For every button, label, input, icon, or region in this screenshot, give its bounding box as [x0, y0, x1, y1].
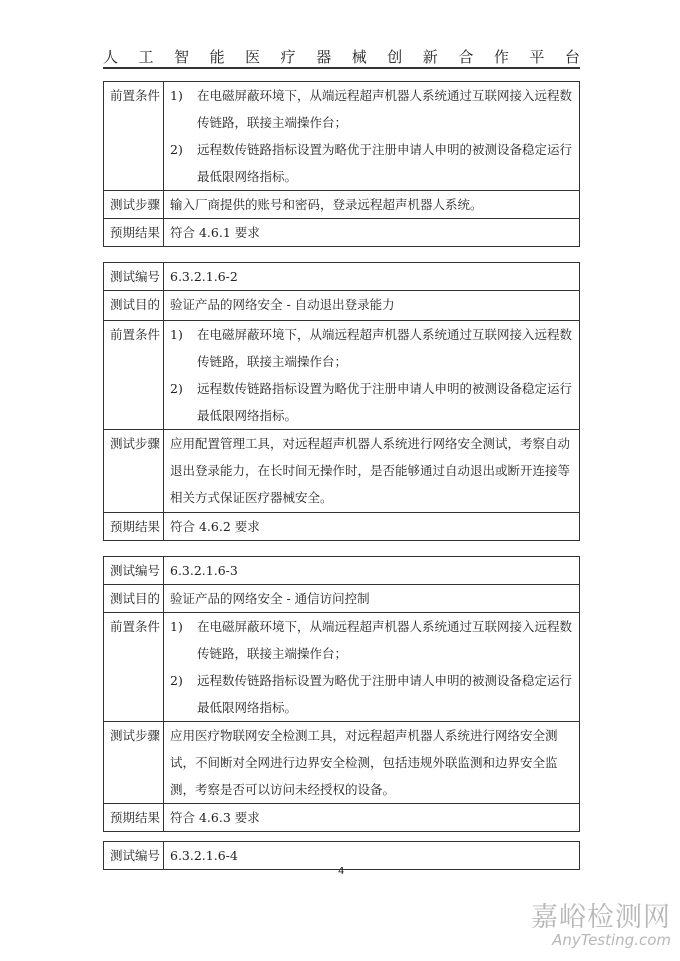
item-text: 在电磁屏蔽环境下，从端远程超声机器人系统通过互联网接入远程数传链路，联接主端操作台；	[197, 88, 573, 130]
header-char: 新	[422, 48, 438, 66]
test-id: 6.3.2.1.6-2	[164, 263, 580, 291]
header-char: 合	[458, 48, 474, 66]
header-rule	[103, 67, 580, 69]
watermark-cn: 嘉峪检测网	[531, 902, 671, 933]
running-header	[103, 46, 580, 67]
watermark-en: AnyTesting.com	[552, 931, 671, 949]
page-number: 4	[338, 866, 345, 877]
label-expected: 预期结果	[104, 513, 164, 541]
label-expected: 预期结果	[104, 219, 164, 247]
steps: 应用配置管理工具，对远程超声机器人系统进行网络安全测试，考察自动退出登录能力，在长时间无操作时，是否能够通过自动退出或断开连接等相关方式保证医疗器械安全。	[164, 430, 580, 513]
header-char: 械	[351, 48, 367, 66]
test-id: 6.3.2.1.6-4	[164, 842, 580, 870]
purpose: 验证产品的网络安全 - 通信访问控制	[164, 585, 580, 613]
purpose: 验证产品的网络安全 - 自动退出登录能力	[164, 291, 580, 321]
header-char: 医	[245, 48, 261, 66]
header-char: 智	[174, 48, 190, 66]
label-id: 测试编号	[104, 842, 164, 870]
item-text: 在电磁屏蔽环境下，从端远程超声机器人系统通过互联网接入远程数传链路，联接主端操作台；	[197, 327, 573, 369]
watermark-logo	[531, 904, 671, 948]
item-text: 在电磁屏蔽环境下，从端远程超声机器人系统通过互联网接入远程数传链路，联接主端操作台；	[197, 619, 573, 661]
header-char: 台	[564, 48, 580, 66]
label-pre: 前置条件	[104, 613, 164, 722]
item-num: 2)	[170, 142, 183, 157]
label-steps: 测试步骤	[104, 191, 164, 219]
label-purpose: 测试目的	[104, 291, 164, 321]
label-expected: 预期结果	[104, 804, 164, 832]
header-char: 能	[209, 48, 225, 66]
expected: 符合 4.6.3 要求	[164, 804, 580, 832]
label-pre: 前置条件	[104, 82, 164, 191]
steps: 输入厂商提供的账号和密码，登录远程超声机器人系统。	[164, 191, 580, 219]
label-steps: 测试步骤	[104, 722, 164, 804]
item-text: 远程数传链路指标设置为略优于注册申请人申明的被测设备稳定运行最低限网络指标。	[197, 673, 573, 715]
label-id: 测试编号	[104, 557, 164, 585]
item-num: 1)	[170, 327, 183, 342]
pre-conditions	[164, 613, 580, 722]
header-char: 器	[316, 48, 332, 66]
expected: 符合 4.6.1 要求	[164, 219, 580, 247]
test-table-1	[103, 81, 580, 247]
steps: 应用医疗物联网安全检测工具，对远程超声机器人系统进行网络安全测试，不间断对全网进行边界安全检测，包括违规外联监测和边界安全监测，考察是否可以访问未经授权的设备。	[164, 722, 580, 804]
pre-conditions	[164, 82, 580, 191]
label-id: 测试编号	[104, 263, 164, 291]
header-char: 疗	[280, 48, 296, 66]
header-char: 创	[387, 48, 403, 66]
test-table-2	[103, 262, 580, 541]
label-pre: 前置条件	[104, 321, 164, 430]
label-purpose: 测试目的	[104, 585, 164, 613]
header-char: 人	[103, 48, 119, 66]
item-num: 1)	[170, 88, 183, 103]
pre-conditions	[164, 321, 580, 430]
expected: 符合 4.6.2 要求	[164, 513, 580, 541]
item-text: 远程数传链路指标设置为略优于注册申请人申明的被测设备稳定运行最低限网络指标。	[197, 142, 573, 184]
header-char: 平	[529, 48, 545, 66]
item-num: 2)	[170, 381, 183, 396]
label-steps: 测试步骤	[104, 430, 164, 513]
item-text: 远程数传链路指标设置为略优于注册申请人申明的被测设备稳定运行最低限网络指标。	[197, 381, 573, 423]
header-char: 工	[138, 48, 154, 66]
test-table-3	[103, 556, 580, 832]
test-id: 6.3.2.1.6-3	[164, 557, 580, 585]
item-num: 1)	[170, 619, 183, 634]
header-char: 作	[493, 48, 509, 66]
item-num: 2)	[170, 673, 183, 688]
